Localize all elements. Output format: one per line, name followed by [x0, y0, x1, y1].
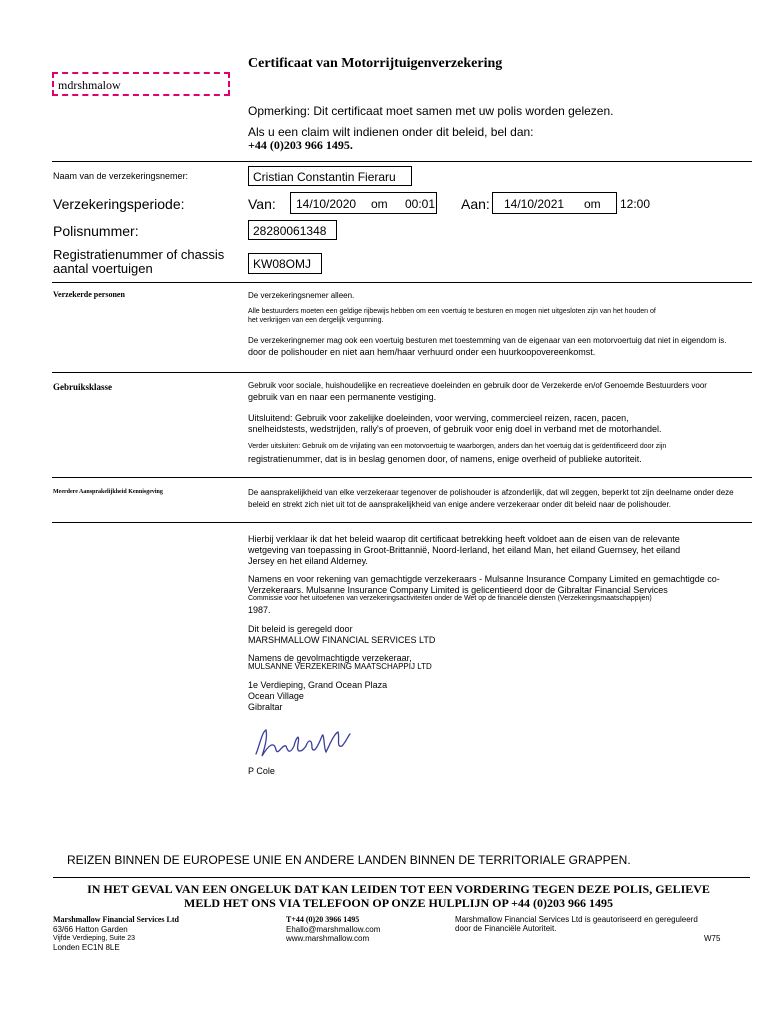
liability-p1a: De aansprakelijkheid van elke verzekeraar tegenover de polishouder is afzonderlijk, dat wil zeggen, beperkt tot zijn deelname onder deze [248, 488, 734, 497]
claim-text: Als u een claim wilt indienen onder dit beleid, bel dan: [248, 125, 534, 139]
reg-label-line-1: Registratienummer of chassis [53, 247, 225, 262]
to-time: 12:00 [620, 197, 651, 211]
contact-web: www.marshmallow.com [286, 934, 370, 943]
holder-value: Cristian Constantin Fieraru [253, 170, 396, 184]
liability-p1b: beleid en strekt zich niet uit tot de aansprakelijkheid van enige andere verzekeraar onder dit beleid naar de polishouder. [248, 500, 671, 509]
holder-value-box [248, 166, 412, 186]
insured-heading: Verzekerde personen [53, 290, 125, 299]
divider [53, 877, 750, 878]
divider [52, 477, 752, 478]
period-label: Verzekeringsperiode: [53, 196, 185, 212]
logo [52, 72, 230, 96]
company-address-3: Londen EC1N 8LE [53, 943, 120, 952]
declaration-p1b: wetgeving van toepassing in Groot-Brittannië, Noord-Ierland, het eiland Man, het eiland Guernsey, het eiland [248, 545, 681, 555]
declaration-p2b: Verzekeraars. Mulsanne Insurance Company Limited is gelicentieerd door de Gibraltar Financial Services [248, 585, 668, 595]
declaration-p2c: Commissie voor het uitoefenen van verzekeringsactiviteiten onder de Wet op de financiële diensten (Verzekeringsmaatschappijen) [248, 595, 652, 602]
declaration-p2a: Namens en voor rekening van gemachtigde verzekeraars - Mulsanne Insurance Company Limited en gemachtigde co- [248, 574, 720, 584]
divider [52, 522, 752, 523]
address-line-3: Gibraltar [248, 702, 283, 712]
insured-p2b: het verkrijgen van een dergelijk vergunning. [248, 317, 384, 324]
reg-value: KW08OMJ [253, 257, 312, 271]
usage-p1b: gebruik van en naar een permanente vestiging. [248, 392, 437, 402]
to-date: 14/10/2021 [504, 197, 565, 211]
logo-text: mdrshmalow [58, 78, 121, 92]
accident-notice-line-1: IN HET GEVAL VAN EEN ONGELUK DAT KAN LEIDEN TOT EEN VORDERING TEGEN DEZE POLIS, GELIEVE [87, 882, 710, 896]
usage-p2b: snelheidstests, wedstrijden, rally's of proeven, of gebruik voor enig doel in verband met de motorhandel. [248, 424, 662, 434]
insured-p3a: De verzekeringnemer mag ook een voertuig besturen met toestemming van de eigenaar van een motorvoertuig dat niet in eigendom is. [248, 336, 727, 345]
company-name: Marshmallow Financial Services Ltd [53, 915, 179, 924]
usage-p3b: registratienummer, dat is in beslag genomen door, of namens, enige overheid of publieke autoriteit. [248, 454, 642, 464]
usage-p1a: Gebruik voor sociale, huishoudelijke en recreatieve doeleinden en gebruik door de Verzekerde en/of Genoemde Bestuurders voor [248, 381, 707, 390]
from-label: Van: [248, 196, 276, 212]
company-address-2: Vijfde Verdieping, Suite 23 [53, 935, 135, 942]
declaration-p4a: Namens de gevolmachtigde verzekeraar, [248, 653, 412, 663]
address-line-1: 1e Verdieping, Grand Ocean Plaza [248, 680, 388, 690]
document-title: Certificaat van Motorrijtuigenverzekering [248, 56, 503, 71]
declaration-p1c: Jersey en het eiland Alderney. [248, 556, 368, 566]
to-label: Aan: [461, 196, 490, 212]
regulation-line-1: Marshmallow Financial Services Ltd is geautoriseerd en gereguleerd [455, 915, 698, 924]
policy-label: Polisnummer: [53, 223, 139, 239]
divider [52, 372, 752, 373]
usage-heading: Gebruiksklasse [53, 382, 113, 392]
declaration-p1a: Hierbij verklaar ik dat het beleid waarop dit certificaat betrekking heeft voldoet aan de eisen van de relevante [248, 534, 680, 544]
policy-value: 28280061348 [253, 224, 327, 238]
reg-value-box [248, 253, 322, 274]
contact-email: Ehallo@marshmallow.com [286, 925, 381, 934]
reg-label-line-2: aantal voertuigen [53, 261, 153, 276]
address-line-2: Ocean Village [248, 691, 304, 701]
divider [52, 161, 752, 162]
insured-p1: De verzekeringsnemer alleen. [248, 291, 355, 300]
regulation-line-2: door de Financiële Autoriteit. [455, 924, 557, 933]
declaration-p3a: Dit beleid is geregeld door [248, 624, 353, 634]
usage-p3a: Verder uitsluiten: Gebruik om de vrijlating van een motorvoertuig te waarborgen, anders dan het voertuig dat is geïdentificeerd door zijn [248, 443, 667, 450]
holder-label: Naam van de verzekeringsnemer: [53, 171, 189, 181]
to-om: om [584, 197, 601, 211]
travel-notice: REIZEN BINNEN DE EUROPESE UNIE EN ANDERE LANDEN BINNEN DE TERRITORIALE GRAPPEN. [67, 853, 631, 867]
from-date: 14/10/2020 [296, 197, 357, 211]
signature-image [252, 724, 356, 762]
policy-value-box [248, 220, 337, 240]
declaration-p3b: MARSHMALLOW FINANCIAL SERVICES LTD [248, 635, 436, 645]
declaration-p2d: 1987. [248, 605, 271, 615]
insured-p2a: Alle bestuurders moeten een geldige rijbewijs hebben om een voertuig te besturen en mogen niet uitgesloten zijn van het houden of [248, 308, 656, 315]
form-code: W75 [704, 934, 721, 943]
accident-notice-line-2: MELD HET ONS VIA TELEFOON OP ONZE HULPLIJN OP +44 (0)203 966 1495 [184, 896, 613, 910]
signer-name: P Cole [248, 766, 275, 776]
from-time: 00:01 [405, 197, 436, 211]
insured-p3b: door de polishouder en niet aan hem/haar verhuurd onder een huurkoopovereenkomst. [248, 347, 596, 357]
note-text: Opmerking: Dit certificaat moet samen met uw polis worden gelezen. [248, 104, 614, 118]
liability-heading: Meerdere Aansprakelijkheid Kennisgeving [53, 489, 163, 495]
declaration-p4b: MULSANNE VERZEKERING MAATSCHAPPIJ LTD [248, 662, 432, 671]
company-address-1: 63/66 Hatton Garden [53, 925, 128, 934]
contact-phone: T+44 (0)20 3966 1495 [286, 915, 360, 924]
usage-p2a: Uitsluitend: Gebruik voor zakelijke doeleinden, voor werving, commercieel reizen, racen, pacen, [248, 413, 629, 423]
claim-phone: +44 (0)203 966 1495. [248, 138, 353, 152]
from-om: om [371, 197, 388, 211]
divider [52, 282, 752, 283]
